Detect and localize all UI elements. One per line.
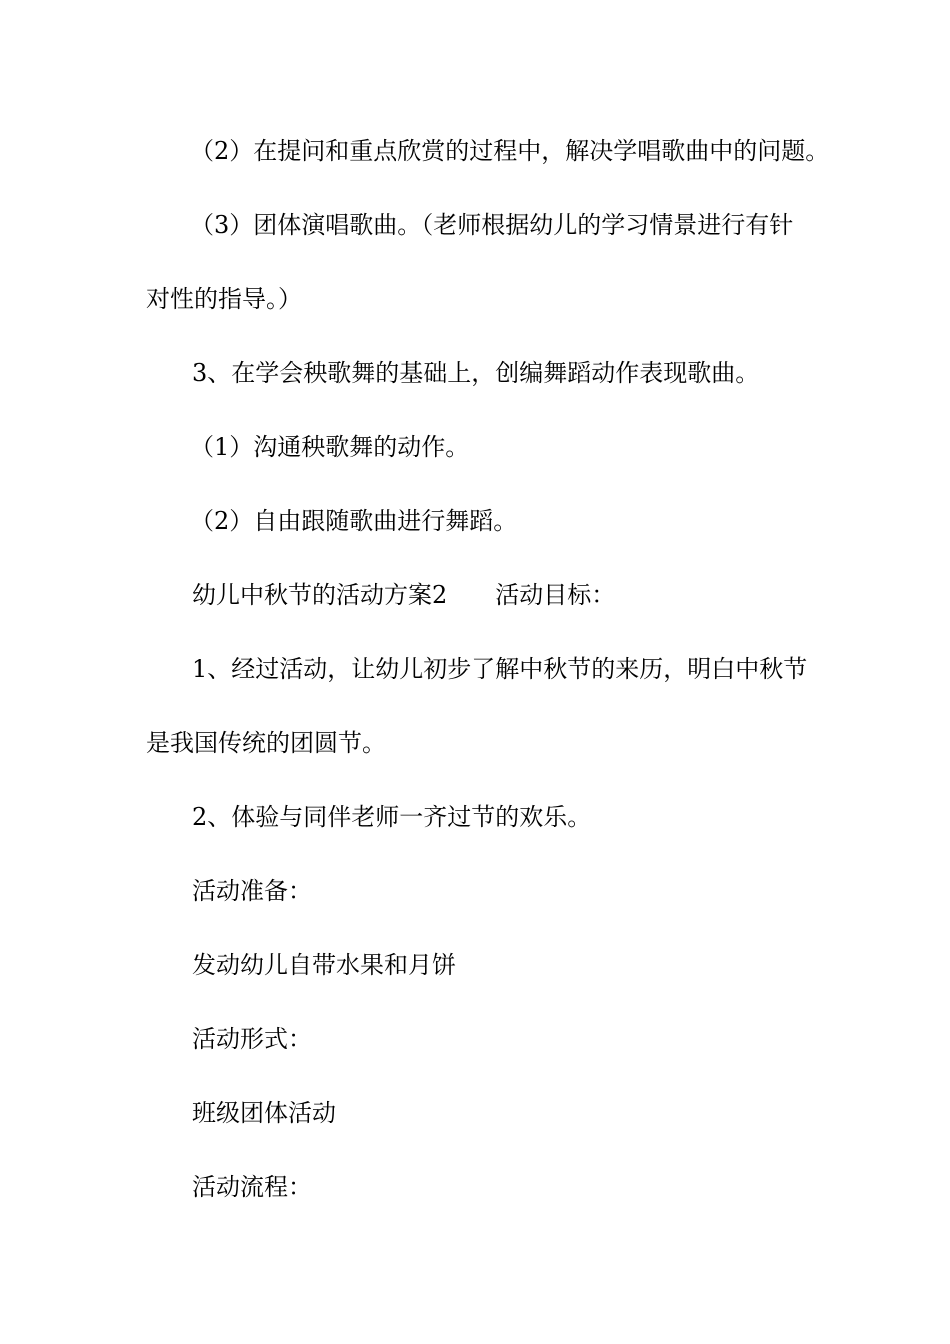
paragraph-line-14: 班级团体活动 xyxy=(192,1099,336,1127)
paragraph-line-4: 3、在学会秧歌舞的基础上，创编舞蹈动作表现歌曲。 xyxy=(192,359,760,387)
section-title: 幼儿中秋节的活动方案2 xyxy=(192,581,448,609)
paragraph-line-6: （2）自由跟随歌曲进行舞蹈。 xyxy=(190,507,518,535)
paragraph-line-15: 活动流程： xyxy=(192,1173,312,1201)
paragraph-line-9: 是我国传统的团圆节。 xyxy=(146,729,386,757)
paragraph-line-3: 对性的指导。） xyxy=(146,285,302,313)
paragraph-line-12: 发动幼儿自带水果和月饼 xyxy=(192,951,456,979)
paragraph-line-2: （3）团体演唱歌曲。（老师根据幼儿的学习情景进行有针 xyxy=(190,211,794,239)
paragraph-line-13: 活动形式： xyxy=(192,1025,312,1053)
section-heading-line xyxy=(192,583,615,607)
section-subtitle: 活动目标： xyxy=(495,581,616,609)
paragraph-line-10: 2、体验与同伴老师一齐过节的欢乐。 xyxy=(192,803,592,831)
paragraph-line-11: 活动准备： xyxy=(192,877,312,905)
paragraph-line-1: （2）在提问和重点欣赏的过程中，解决学唱歌曲中的问题。 xyxy=(190,137,830,165)
paragraph-line-8: 1、经过活动，让幼儿初步了解中秋节的来历，明白中秋节 xyxy=(192,655,808,683)
paragraph-line-5: （1）沟通秧歌舞的动作。 xyxy=(190,433,470,461)
